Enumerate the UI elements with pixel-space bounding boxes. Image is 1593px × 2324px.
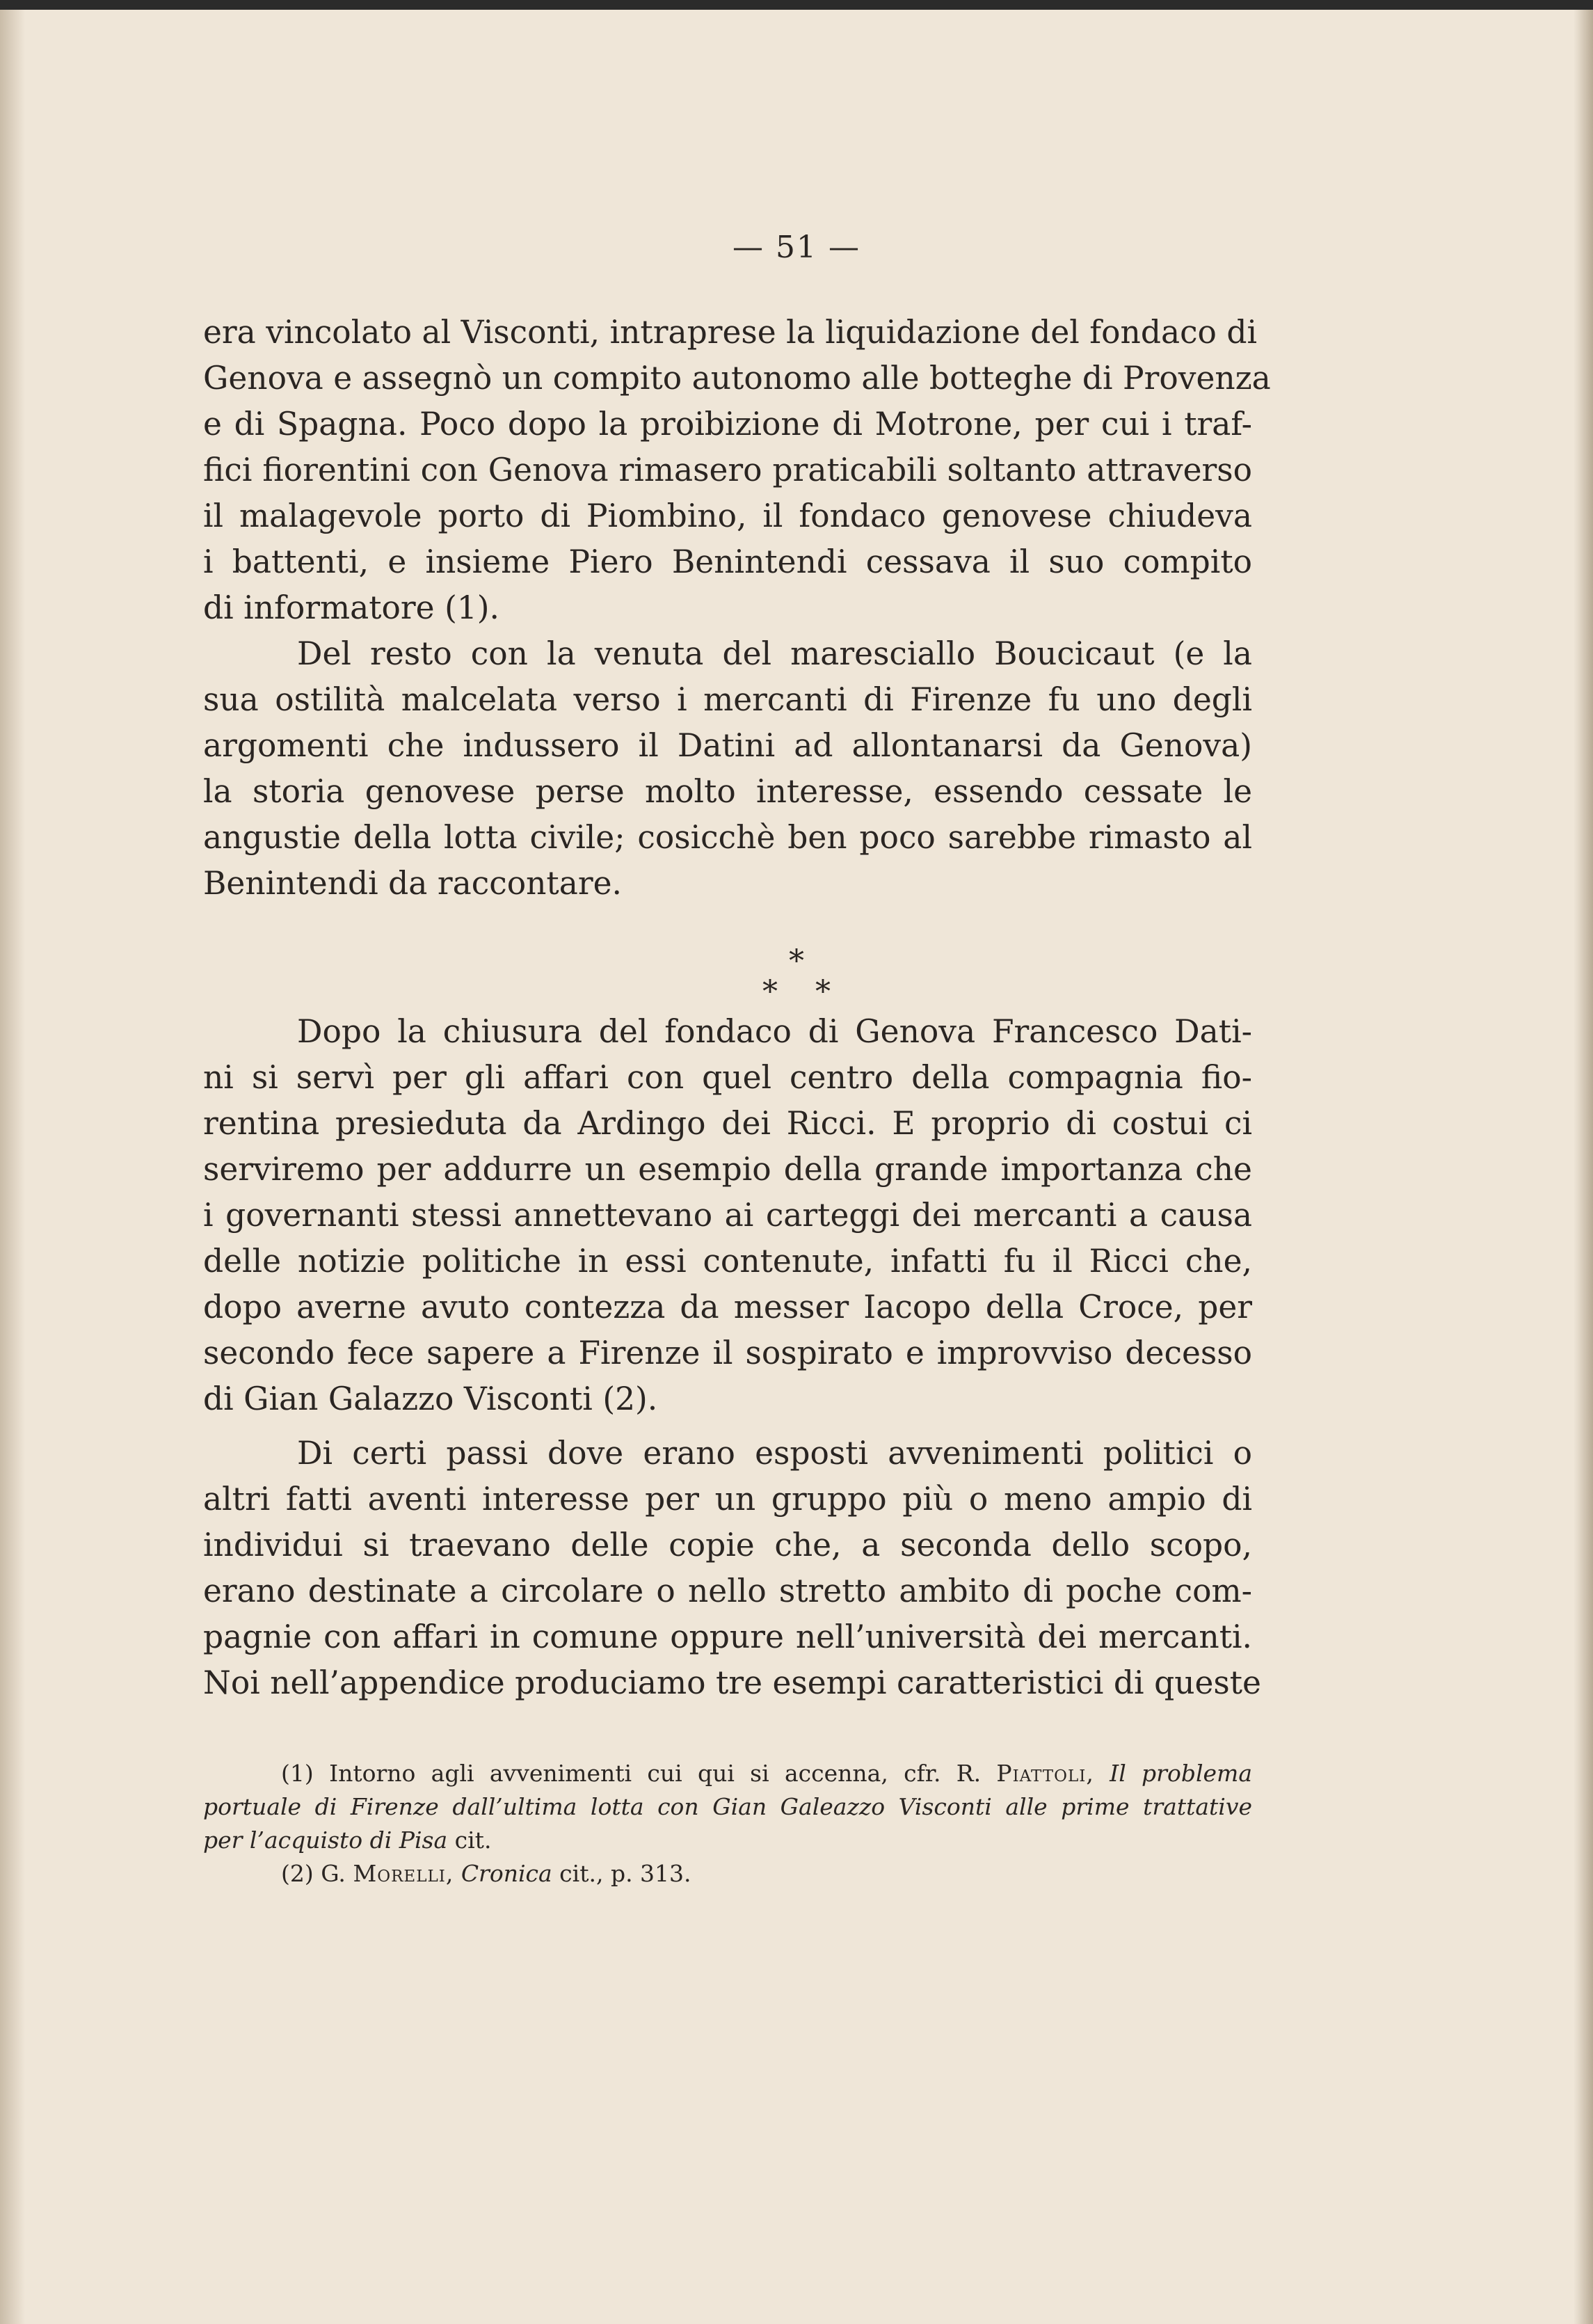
footnote-1-cit: cit. [454,1826,492,1854]
text-line: il malagevole porto di Piombino, il fondaco genovese chiudeva [203,498,1252,534]
footnote-1-title-cont: portuale di Firenze dall’ultima lotta con Gian Galeazzo Visconti alle prime trattative [203,1793,1252,1820]
section-separator [0,946,1593,1008]
footnote-2-line [203,1857,1252,1891]
text-line: argomenti che indussero il Datini ad allontanarsi da Genova) [203,727,1252,764]
page-number: — 51 — [733,230,860,265]
text-line: altri fatti aventi interesse per un gruppo più o meno ampio di [203,1481,1252,1518]
footnote-2-cit: cit., p. 313. [559,1860,691,1887]
asterism-top-star: * [789,944,804,979]
text-line: fici fiorentini con Genova rimasero praticabili soltanto attraverso [203,452,1252,488]
footnote-2-marker: (2) [281,1860,314,1887]
text-line: la storia genovese perse molto interesse, essendo cessate le [203,773,1252,810]
text-line: individui si traevano delle copie che, a seconda dello scopo, [203,1527,1252,1563]
paragraph-4 [203,1431,1261,1706]
asterism-right-star: * [815,974,831,1010]
text-line: rentina presieduta da Ardingo dei Ricci. E proprio di costui ci [203,1105,1252,1142]
footnote-1-title: Il problema [1110,1760,1253,1787]
text-line: delle notizie politiche in essi contenute, infatti fu il Ricci che, [203,1243,1252,1280]
footnote-2-initial: G. [321,1860,346,1887]
footnote-1-text: Intorno agli avvenimenti cui qui si accenna, cfr. R. [329,1760,982,1787]
text-line: Del resto con la venuta del maresciallo Boucicaut (e la [297,635,1252,672]
text-line: serviremo per addurre un esempio della grande importanza che [203,1151,1252,1188]
text-line: di Gian Galazzo Visconti (2). [203,1380,658,1417]
asterism-left-star: * [762,974,778,1010]
text-line: Dopo la chiusura del fondaco di Genova Francesco Dati- [297,1013,1252,1050]
scan-top-border [0,0,1593,10]
paragraph-2 [203,631,1252,907]
page-left-gutter [0,10,25,2324]
footnote-2-author: Morelli, [353,1860,454,1887]
footnote-1-title-end: per l’acquisto di Pisa [203,1826,448,1854]
text-line: erano destinate a circolare o nello stretto ambito di poche com- [203,1573,1252,1609]
text-line: sua ostilità malcelata verso i mercanti di Firenze fu uno degli [203,681,1252,718]
text-line: era vincolato al Visconti, intraprese la liquidazione del fondaco di [203,314,1258,351]
text-line: di informatore (1). [203,589,499,626]
text-line: ni si servì per gli affari con quel centro della compagnia fio- [203,1059,1252,1096]
text-line: Noi nell’appendice produciamo tre esempi caratteristici di queste [203,1664,1261,1701]
text-line: pagnie con affari in comune oppure nell’università dei mercanti. [203,1618,1252,1655]
footnote-2-title: Cronica [461,1860,552,1887]
footnote-1-line [203,1824,1252,1857]
paragraph-3 [203,1009,1252,1422]
text-line: angustie della lotta civile; cosicchè ben poco sarebbe rimasto al [203,819,1252,856]
footnote-1-line [203,1757,1252,1790]
text-line: e di Spagna. Poco dopo la proibizione di Motrone, per cui i traf- [203,406,1252,443]
text-line: Benintendi da raccontare. [203,865,622,902]
text-line: i battenti, e insieme Piero Benintendi cessava il suo compito [203,543,1252,580]
text-line: i governanti stessi annettevano ai carteggi dei mercanti a causa [203,1197,1252,1234]
footnote-1-marker: (1) [281,1760,314,1787]
text-line: secondo fece sapere a Firenze il sospirato e improvviso decesso [203,1335,1252,1371]
text-line: Genova e assegnò un compito autonomo alle botteghe di Provenza [203,360,1271,397]
footnote-1-line [203,1790,1252,1824]
text-line: dopo averne avuto contezza da messer Iacopo della Croce, per [203,1289,1252,1326]
footnote-1-author: Piattoli, [996,1760,1094,1787]
footnotes [203,1757,1252,1891]
page-right-edge [1574,10,1593,2324]
text-line: Di certi passi dove erano esposti avvenimenti politici o [297,1435,1252,1472]
paragraph-1 [203,310,1271,631]
